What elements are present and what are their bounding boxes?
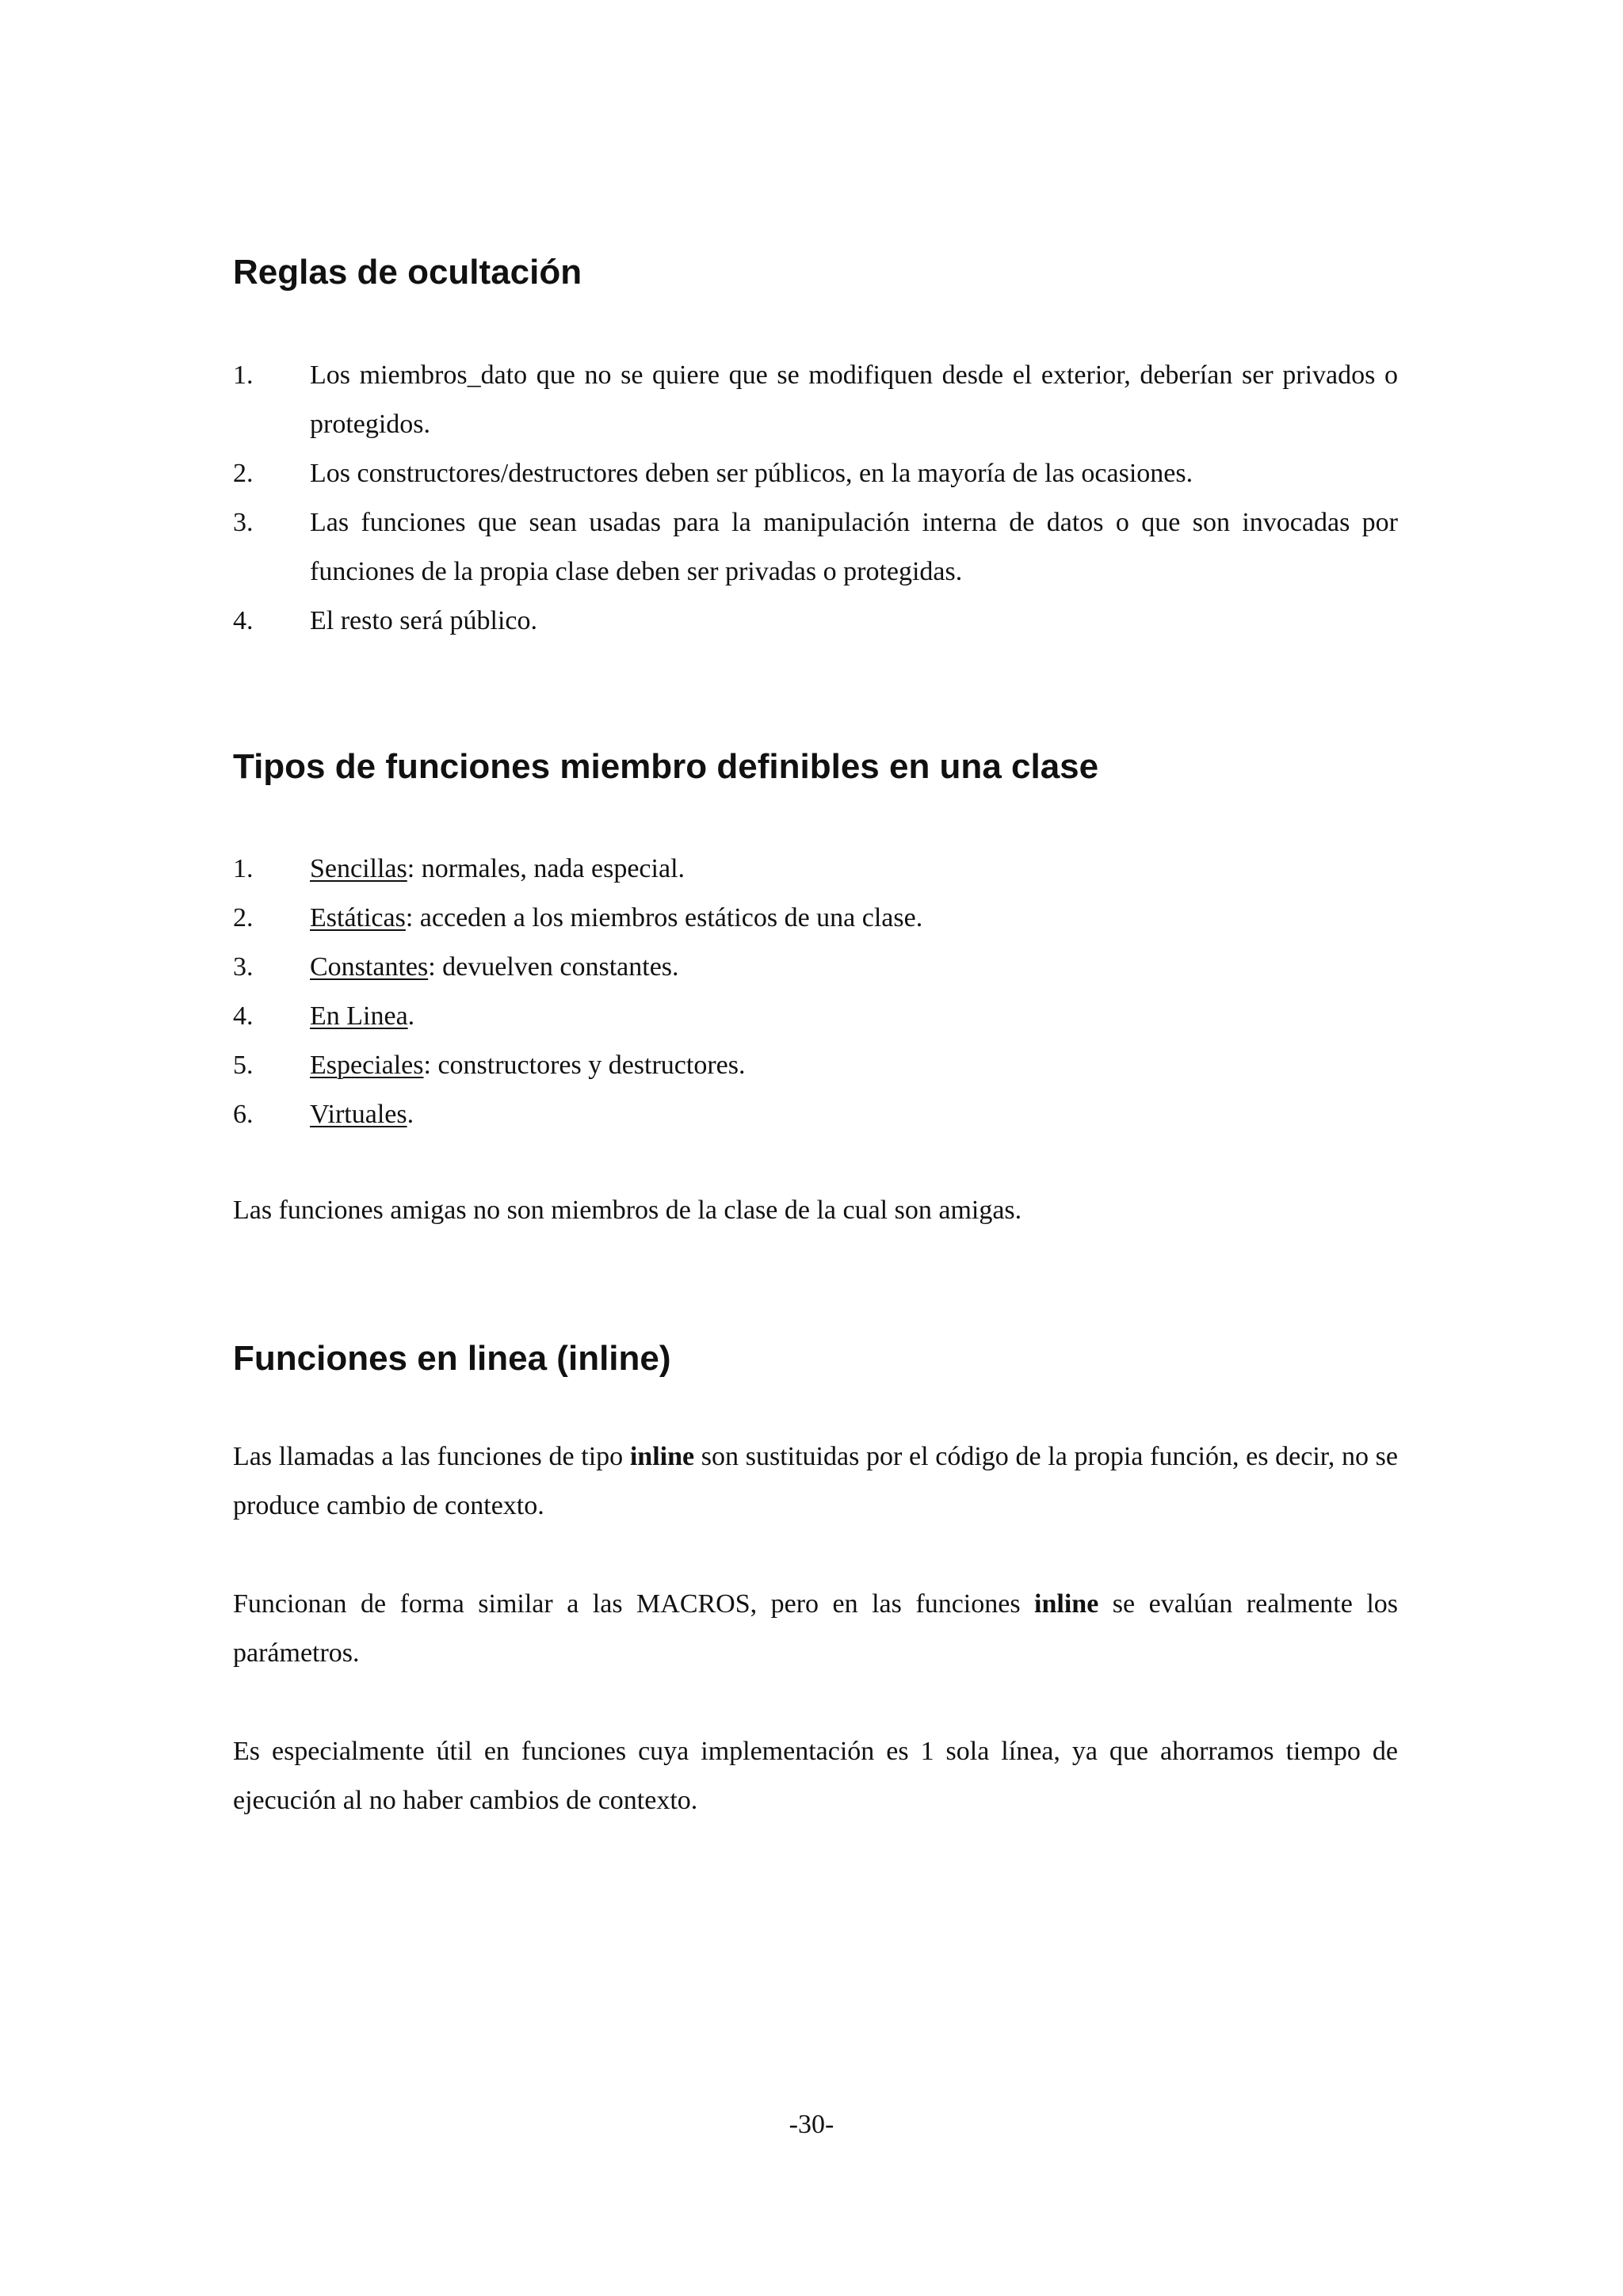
list-term: Virtuales — [310, 1100, 407, 1129]
paragraph-text: se evalúan realmente los parámetros. — [233, 1589, 1398, 1668]
list-term: Sencillas — [310, 854, 407, 883]
list-text: Las funciones que sean usadas para la manipulación interna de datos o que son invocadas por funciones de la propia clase deben ser privadas o protegidas. — [310, 508, 1398, 586]
paragraph-text: Las llamadas a las funciones de tipo — [233, 1442, 630, 1471]
list-item — [233, 894, 1398, 943]
inline-paragraph-3: Es especialmente útil en funciones cuya implementación es 1 sola línea, ya que ahorramos tiempo de ejecución al no haber cambios de contexto. — [233, 1737, 1398, 1815]
list-item — [233, 1041, 1398, 1090]
list-text: : normales, nada especial. — [407, 854, 685, 883]
list-text: . — [407, 1001, 415, 1031]
list-number: 1. — [233, 854, 254, 883]
list-text: : constructores y destructores. — [423, 1051, 746, 1080]
function-types-list — [233, 845, 1398, 1139]
list-item — [233, 943, 1398, 992]
list-text: Los constructores/destructores deben ser públicos, en la mayoría de las ocasiones. — [310, 459, 1193, 488]
friend-functions-note: Las funciones amigas no son miembros de la clase de la cual son amigas. — [233, 1196, 1022, 1225]
page-number: -30- — [789, 2110, 834, 2139]
list-number: 6. — [233, 1100, 254, 1129]
list-text: : devuelven constantes. — [428, 952, 679, 982]
list-number: 5. — [233, 1051, 254, 1080]
keyword-inline: inline — [629, 1442, 695, 1471]
section-heading-inline: Funciones en linea (inline) — [233, 1339, 671, 1378]
list-item — [233, 1090, 1398, 1139]
keyword-inline: inline — [1034, 1589, 1099, 1619]
paragraph-text: son sustituidas por el código de la propia función, es decir, no se produce cambio de contexto. — [233, 1442, 1398, 1520]
list-term: Estáticas — [310, 903, 406, 933]
list-text: El resto será público. — [310, 606, 538, 635]
list-item — [233, 597, 1398, 646]
section-heading-tipos: Tipos de funciones miembro definibles en una clase — [233, 747, 1099, 786]
list-number: 2. — [233, 459, 254, 488]
list-item — [233, 498, 1398, 597]
list-item — [233, 351, 1398, 449]
list-item — [233, 992, 1398, 1041]
paragraph-text: Funcionan de forma similar a las MACROS, pero en las funciones — [233, 1589, 1035, 1619]
rules-list — [233, 351, 1398, 646]
list-number: 1. — [233, 360, 254, 390]
list-number: 4. — [233, 1001, 254, 1031]
list-text: . — [407, 1100, 414, 1129]
list-number: 4. — [233, 606, 254, 635]
list-text: Los miembros_dato que no se quiere que se modifiquen desde el exterior, deberían ser privados o protegidos. — [310, 360, 1398, 439]
section-heading-reglas: Reglas de ocultación — [233, 253, 582, 292]
inline-paragraph-1 — [233, 1432, 1398, 1531]
list-item — [233, 449, 1398, 498]
inline-paragraph-2 — [233, 1580, 1398, 1678]
list-term: Constantes — [310, 952, 429, 982]
list-number: 3. — [233, 508, 254, 537]
list-term: Especiales — [310, 1051, 424, 1080]
list-text: : acceden a los miembros estáticos de una clase. — [405, 903, 923, 933]
list-number: 3. — [233, 952, 254, 982]
list-term: En Linea — [310, 1001, 408, 1031]
list-item — [233, 845, 1398, 894]
list-number: 2. — [233, 903, 254, 933]
